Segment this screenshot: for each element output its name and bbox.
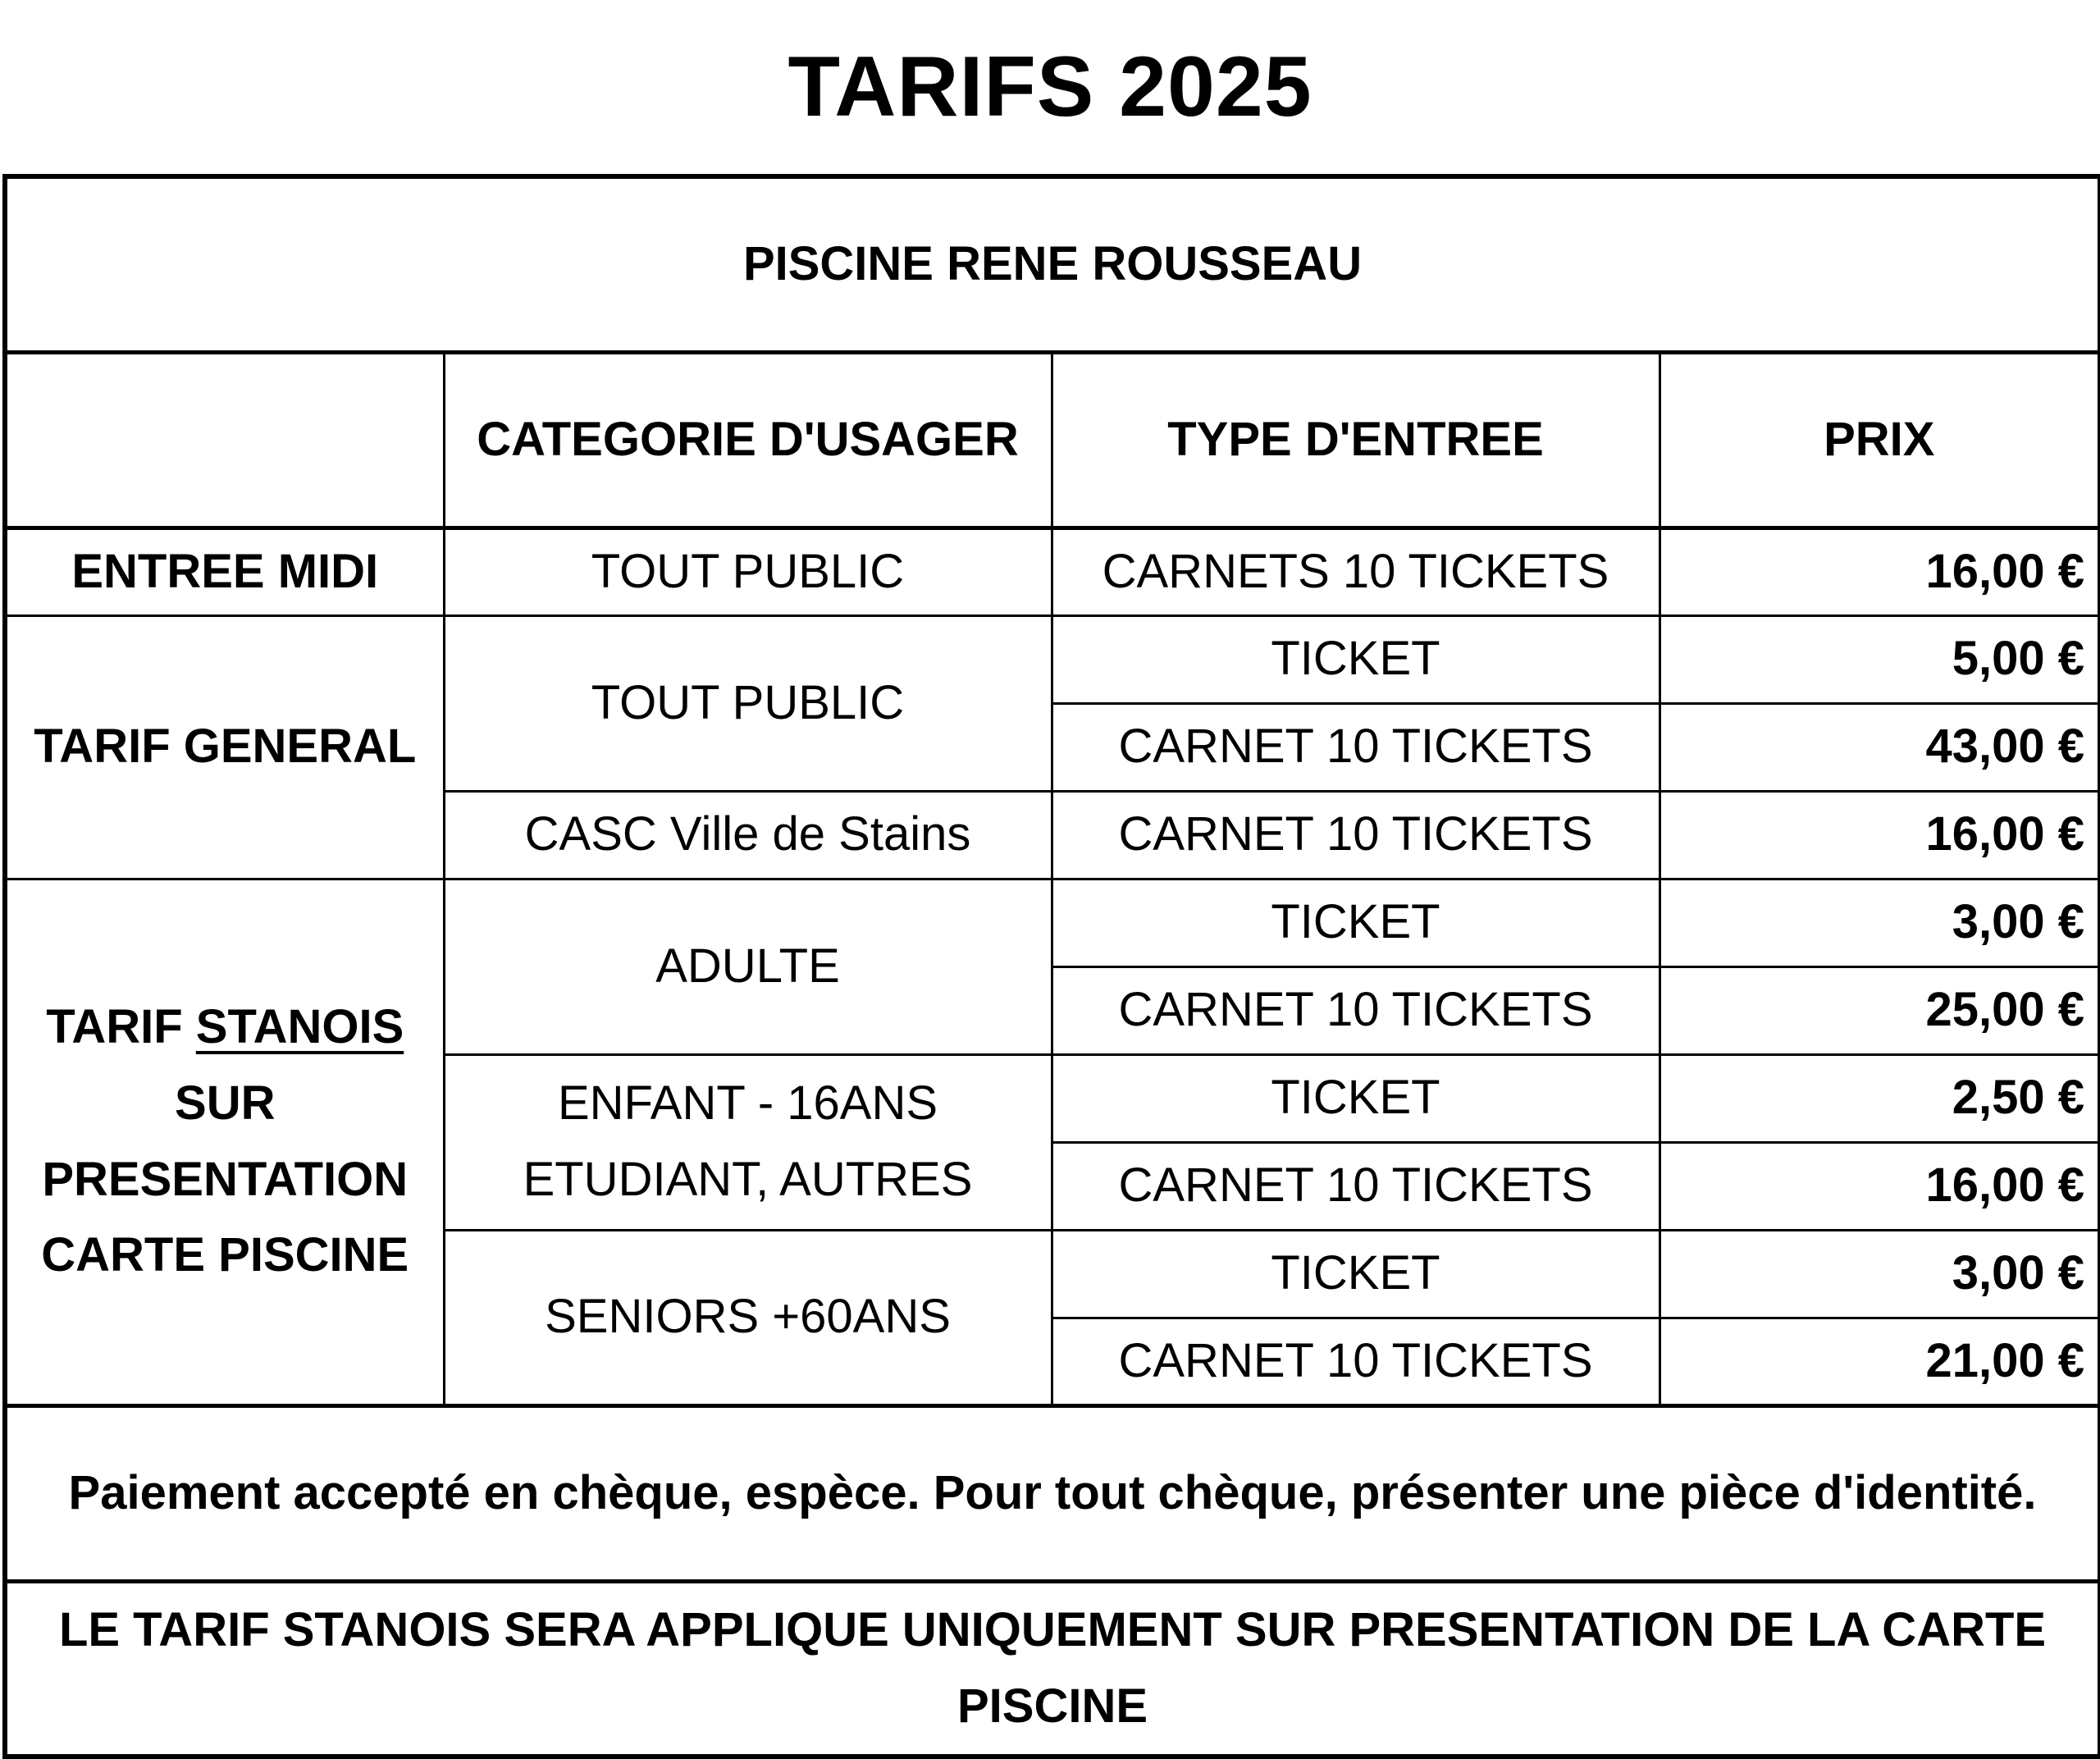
category-line: ETUDIANT, AUTRES xyxy=(523,1153,973,1206)
stanois-note: LE TARIF STANOIS SERA APPLIQUE UNIQUEMENT SUR PRESENTATION DE LA CARTE PISCINE xyxy=(5,1581,2100,1757)
category-cell: TOUT PUBLIC xyxy=(444,528,1052,615)
entry-type-cell: CARNETS 10 TICKETS xyxy=(1052,528,1659,615)
table-row xyxy=(5,615,2100,703)
entry-type-cell: TICKET xyxy=(1052,1054,1659,1142)
page-title: TARIFS 2025 xyxy=(788,39,1312,135)
price-table xyxy=(2,174,2100,1759)
section-label-part: SUR xyxy=(175,1076,276,1130)
entry-type-cell: TICKET xyxy=(1052,879,1659,966)
table-row xyxy=(5,528,2100,615)
category-cell: CASC Ville de Stains xyxy=(444,791,1052,879)
header-row xyxy=(5,352,2100,528)
section-label-part: TARIF xyxy=(46,999,196,1053)
section-label-part: PRESENTATION xyxy=(42,1152,409,1206)
footer-stanois-row xyxy=(5,1581,2100,1757)
price-cell: 16,00 € xyxy=(1659,528,2100,615)
section-entree-midi: ENTREE MIDI xyxy=(5,528,444,615)
category-cell xyxy=(444,1054,1052,1230)
section-label-underlined: STANOIS xyxy=(195,999,404,1053)
price-cell: 43,00 € xyxy=(1659,703,2100,791)
table-row xyxy=(5,879,2100,966)
price-cell: 16,00 € xyxy=(1659,1142,2100,1230)
category-line: ENFANT - 16ANS xyxy=(557,1076,938,1131)
payment-note: Paiement accepté en chèque, espèce. Pour tout chèque, présenter une pièce d'identité. xyxy=(5,1405,2100,1581)
header-entry-type: TYPE D'ENTREE xyxy=(1052,352,1659,528)
price-cell: 21,00 € xyxy=(1659,1318,2100,1405)
section-tarif-stanois xyxy=(5,879,444,1405)
footer-payment-row xyxy=(5,1405,2100,1581)
section-tarif-general: TARIF GENERAL xyxy=(5,615,444,879)
entry-type-cell: CARNET 10 TICKETS xyxy=(1052,1318,1659,1405)
price-cell: 3,00 € xyxy=(1659,1230,2100,1318)
venue-row xyxy=(5,176,2100,352)
price-cell: 25,00 € xyxy=(1659,966,2100,1054)
category-cell: SENIORS +60ANS xyxy=(444,1230,1052,1405)
venue-name: PISCINE RENE ROUSSEAU xyxy=(5,176,2100,352)
header-category: CATEGORIE D'USAGER xyxy=(444,352,1052,528)
price-cell: 2,50 € xyxy=(1659,1054,2100,1142)
price-cell: 5,00 € xyxy=(1659,615,2100,703)
entry-type-cell: TICKET xyxy=(1052,1230,1659,1318)
category-cell: ADULTE xyxy=(444,879,1052,1054)
entry-type-cell: CARNET 10 TICKETS xyxy=(1052,703,1659,791)
header-section xyxy=(5,352,444,528)
price-cell: 3,00 € xyxy=(1659,879,2100,966)
price-cell: 16,00 € xyxy=(1659,791,2100,879)
entry-type-cell: CARNET 10 TICKETS xyxy=(1052,966,1659,1054)
section-label-part: CARTE PISCINE xyxy=(41,1228,409,1282)
entry-type-cell: CARNET 10 TICKETS xyxy=(1052,1142,1659,1230)
entry-type-cell: TICKET xyxy=(1052,615,1659,703)
header-price: PRIX xyxy=(1659,352,2100,528)
category-cell: TOUT PUBLIC xyxy=(444,615,1052,791)
entry-type-cell: CARNET 10 TICKETS xyxy=(1052,791,1659,879)
